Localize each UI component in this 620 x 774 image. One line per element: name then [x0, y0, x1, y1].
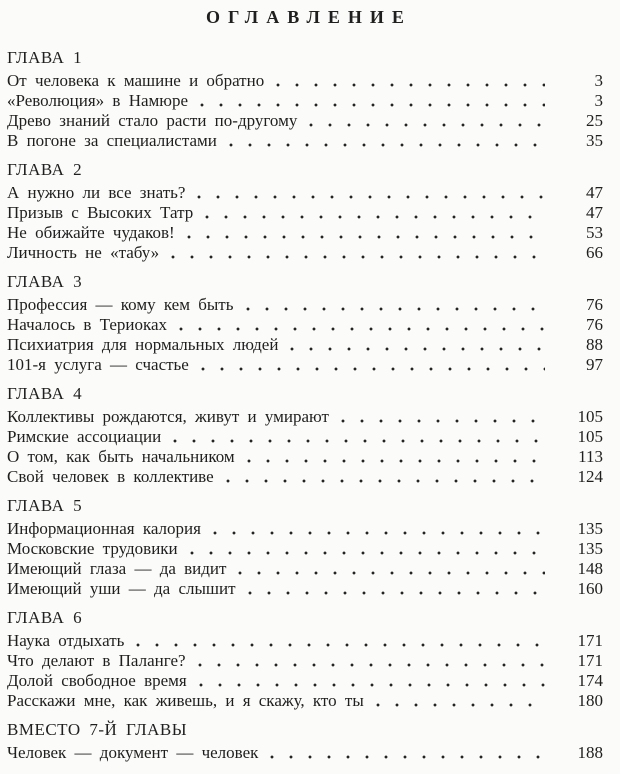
entry-page-number: 135 — [577, 539, 603, 558]
toc-entry — [7, 183, 603, 203]
toc-entry — [7, 223, 603, 243]
dot-leader — [248, 591, 545, 595]
dot-leader — [309, 123, 545, 127]
toc-sections — [7, 48, 603, 763]
entry-title: Началось в Териоках — [7, 315, 168, 334]
toc-entry — [7, 315, 603, 335]
chapter-heading: ГЛАВА 5 — [7, 496, 83, 515]
entry-page-number: 174 — [577, 671, 603, 690]
entry-title: Информационная калория — [7, 519, 201, 538]
toc-entry — [7, 295, 603, 315]
entry-title: Имеющий уши — да слышит — [7, 579, 236, 598]
entry-page-number: 25 — [586, 111, 603, 130]
entry-title: Расскажи мне, как живешь, и я скажу, кто ты — [7, 691, 364, 710]
entry-page-number: 97 — [586, 355, 603, 374]
dot-leader — [136, 643, 545, 647]
toc-entry — [7, 467, 603, 487]
entry-title: «Революция» в Намюре — [7, 91, 189, 110]
entry-page-number: 148 — [577, 559, 603, 578]
entry-page-number: 160 — [577, 579, 603, 598]
toc-entry — [7, 743, 603, 763]
entry-page-number: 105 — [577, 427, 603, 446]
entry-page-number: 3 — [594, 91, 603, 110]
entry-title: Наука отдыхать — [7, 631, 125, 650]
dot-leader — [341, 419, 545, 423]
dot-leader — [229, 143, 545, 147]
dot-leader — [197, 195, 545, 199]
toc-entry — [7, 203, 603, 223]
dot-leader — [376, 703, 545, 707]
dot-leader — [246, 307, 546, 311]
entry-title: Имеющий глаза — да видит — [7, 559, 227, 578]
toc-entry — [7, 447, 603, 467]
entry-page-number: 88 — [586, 335, 603, 354]
toc-section — [7, 160, 603, 263]
entry-page-number: 105 — [577, 407, 603, 426]
chapter-heading: ГЛАВА 3 — [7, 272, 83, 291]
entry-title: От человека к машине и обратно — [7, 71, 265, 90]
chapter-entries — [7, 743, 603, 763]
dot-leader — [290, 347, 545, 351]
toc-entry — [7, 671, 603, 691]
chapter-heading: ВМЕСТО 7-Й ГЛАВЫ — [7, 720, 188, 739]
dot-leader — [226, 479, 545, 483]
dot-leader — [213, 531, 545, 535]
chapter-entries — [7, 407, 603, 487]
entry-title: А нужно ли все знать? — [7, 183, 186, 202]
dot-leader — [179, 327, 545, 331]
toc-entry — [7, 691, 603, 711]
chapter-heading: ГЛАВА 1 — [7, 48, 83, 67]
toc-section — [7, 608, 603, 711]
toc-entry — [7, 71, 603, 91]
chapter-heading: ГЛАВА 2 — [7, 160, 83, 179]
dot-leader — [247, 459, 545, 463]
entry-page-number: 135 — [577, 519, 603, 538]
toc-entry — [7, 131, 603, 151]
dot-leader — [270, 755, 545, 759]
chapter-heading: ГЛАВА 4 — [7, 384, 83, 403]
entry-page-number: 76 — [586, 315, 603, 334]
entry-page-number: 3 — [594, 71, 603, 90]
entry-title: Психиатрия для нормальных людей — [7, 335, 279, 354]
entry-page-number: 171 — [577, 631, 603, 650]
entry-title: 101-я услуга — счастье — [7, 355, 189, 374]
entry-page-number: 47 — [586, 203, 603, 222]
toc-entry — [7, 407, 603, 427]
dot-leader — [190, 551, 545, 555]
toc-entry — [7, 111, 603, 131]
dot-leader — [205, 215, 545, 219]
dot-leader — [187, 235, 545, 239]
entry-page-number: 180 — [577, 691, 603, 710]
dot-leader — [238, 571, 545, 575]
toc-entry — [7, 579, 603, 599]
entry-page-number: 188 — [577, 743, 603, 762]
entry-title: Не обижайте чудаков! — [7, 223, 175, 242]
toc-entry — [7, 243, 603, 263]
toc-entry — [7, 427, 603, 447]
entry-title: О том, как быть начальником — [7, 447, 235, 466]
entry-page-number: 113 — [578, 447, 603, 466]
entry-title: Профессия — кому кем быть — [7, 295, 234, 314]
dot-leader — [276, 83, 545, 87]
dot-leader — [201, 367, 545, 371]
toc-entry — [7, 559, 603, 579]
entry-page-number: 53 — [586, 223, 603, 242]
toc-entry — [7, 91, 603, 111]
toc-entry — [7, 355, 603, 375]
toc-entry — [7, 651, 603, 671]
toc-section — [7, 496, 603, 599]
entry-title: Московские трудовики — [7, 539, 178, 558]
toc-entry — [7, 631, 603, 651]
chapter-entries — [7, 71, 603, 151]
toc-entry — [7, 335, 603, 355]
entry-title: Свой человек в коллективе — [7, 467, 214, 486]
page-title: ОГЛАВЛЕНИЕ — [206, 7, 412, 27]
chapter-heading: ГЛАВА 6 — [7, 608, 83, 627]
entry-title: Римские ассоциации — [7, 427, 162, 446]
chapter-entries — [7, 295, 603, 375]
toc-section — [7, 48, 603, 151]
entry-title: Коллективы рождаются, живут и умирают — [7, 407, 329, 426]
entry-title: Древо знаний стало расти по-другому — [7, 111, 298, 130]
entry-title: Что делают в Паланге? — [7, 651, 186, 670]
entry-title: Личность не «табу» — [7, 243, 160, 262]
toc-entry — [7, 539, 603, 559]
dot-leader — [171, 255, 545, 259]
chapter-entries — [7, 183, 603, 263]
dot-leader — [199, 683, 545, 687]
toc-section — [7, 720, 603, 763]
entry-title: Призыв с Высоких Татр — [7, 203, 194, 222]
chapter-entries — [7, 519, 603, 599]
dot-leader — [198, 663, 545, 667]
entry-title: Долой свободное время — [7, 671, 187, 690]
entry-page-number: 171 — [577, 651, 603, 670]
entry-page-number: 47 — [586, 183, 603, 202]
entry-title: Человек — документ — человек — [7, 743, 259, 762]
dot-leader — [200, 103, 545, 107]
toc-section — [7, 384, 603, 487]
toc-entry — [7, 519, 603, 539]
entry-page-number: 76 — [586, 295, 603, 314]
entry-title: В погоне за специалистами — [7, 131, 217, 150]
chapter-entries — [7, 631, 603, 711]
entry-page-number: 66 — [586, 243, 603, 262]
dot-leader — [173, 439, 545, 443]
entry-page-number: 35 — [586, 131, 603, 150]
entry-page-number: 124 — [577, 467, 603, 486]
toc-section — [7, 272, 603, 375]
